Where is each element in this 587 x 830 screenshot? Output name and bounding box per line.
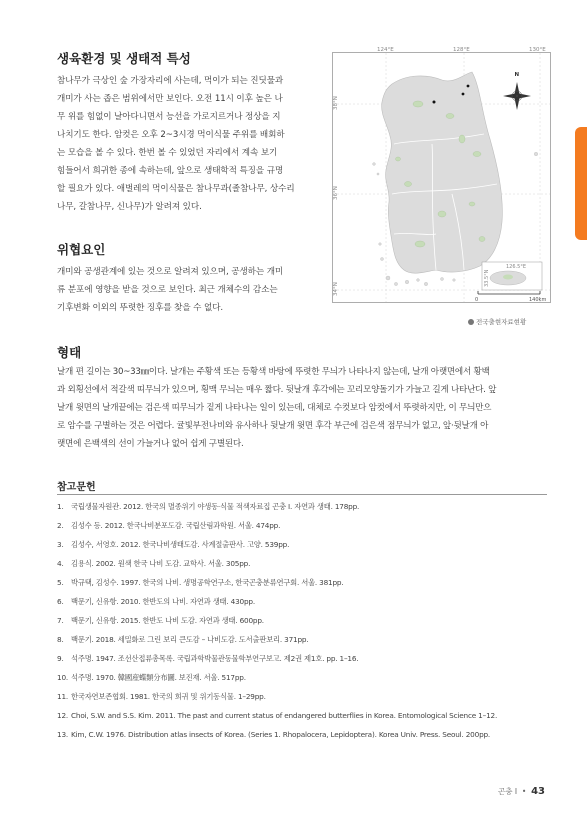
page-number: 43 [531, 786, 545, 797]
morphology-title: 형태 [57, 345, 82, 360]
habitat-line: 참나무가 극상인 숲 가장자리에 사는데, 먹이가 되는 진딧물과 [57, 76, 284, 86]
habitat-line: 무 위를 힘없이 날아다니면서 능선을 가로지르거나 정상을 지 [57, 112, 281, 122]
reference-text: 국립생물자원관. 2012. 한국의 멸종위기 야생동·식물 적색자료집 곤충 I. 자연과 생태. 178pp. [71, 502, 360, 511]
map-caption-text: 전국출현자료현황 [476, 318, 527, 326]
threats-paragraph [57, 263, 313, 317]
threats-title: 위협요인 [57, 242, 106, 257]
reference-number: 13. [57, 730, 69, 739]
reference-item [57, 673, 497, 692]
reference-number: 6. [57, 597, 64, 606]
lat-label: 36°N [333, 186, 339, 200]
reference-item [57, 540, 497, 559]
habitat-paragraph [57, 72, 313, 216]
habitat-line: 개미가 사는 좁은 범위에서만 보인다. 오전 11시 이후 높은 나 [57, 94, 283, 104]
reference-text: 백문기, 신유항. 2010. 한반도의 나비. 자연과 생태. 430pp. [71, 597, 255, 606]
lon-label: 124°E [377, 47, 394, 53]
reference-number: 8. [57, 635, 64, 644]
lon-label: 128°E [453, 47, 470, 53]
reference-text: 박규택, 김성수. 1997. 한국의 나비. 생명공학연구소, 한국곤충분류연구회. 서울. 381pp. [71, 578, 344, 587]
reference-item [57, 559, 497, 578]
references-divider [57, 494, 547, 495]
reference-number: 1. [57, 502, 64, 511]
reference-text: Choi, S.W. and S.S. Kim. 2011. The past and current status of endangered butterflies in Korea. Entomological Science 1–12. [71, 711, 498, 720]
morphology-line: 날개 윗면의 날개끝에는 검은색 띠무늬가 짙게 나타나는 일이 있는데, 대체로 수컷보다 암컷에서 뚜렷하지만, 이 무늬만으 [57, 403, 492, 413]
reference-number: 5. [57, 578, 64, 587]
reference-text: Kim, C.W. 1976. Distribution atlas insects of Korea. (Series 1. Rhopalocera, Lepidoptera). Korea Univ. Press. Seoul. 200pp. [71, 730, 491, 739]
scale-end: 140km [529, 297, 547, 303]
jeju-habitat [503, 275, 513, 280]
reference-item [57, 521, 497, 540]
reference-item [57, 711, 497, 730]
legend-dot-icon [468, 319, 474, 325]
reference-text: 석주명. 1947. 조선산접류총목록. 국립과학박물관동물학부연구보고. 제2권 제1호. pp. 1–16. [71, 654, 359, 663]
scale-start: 0 [475, 297, 479, 303]
north-label: N [514, 72, 520, 78]
occurrence-point [467, 85, 470, 88]
reference-text: 백문기, 신유항. 2015. 한반도 나비 도감. 자연과 생태. 600pp. [71, 616, 264, 625]
reference-number: 11. [57, 692, 69, 701]
morphology-line: 날개 편 길이는 30~33㎜이다. 날개는 주황색 또는 등황색 바탕에 뚜렷한 무늬가 나타나지 않는데, 날개 아랫면에서 황백 [57, 367, 490, 377]
reference-item [57, 597, 497, 616]
map-caption [468, 317, 526, 326]
reference-item [57, 654, 497, 673]
reference-item [57, 692, 497, 711]
threats-line: 개미와 공생관계에 있는 것으로 알려져 있으며, 공생하는 개미 [57, 267, 284, 277]
page-footer [498, 786, 545, 797]
habitat-line: 힘들어서 희귀한 종에 속하는데, 앞으로 생태학적 특징을 규명 [57, 166, 284, 176]
habitat-line: 나무, 갈참나무, 신나무)가 알려져 있다. [57, 202, 202, 212]
lon-label: 130°E [529, 47, 546, 53]
reference-item [57, 730, 497, 749]
footer-separator: • [519, 787, 529, 796]
reference-number: 12. [57, 711, 69, 720]
references-title: 참고문헌 [57, 482, 96, 493]
reference-number: 3. [57, 540, 64, 549]
lat-label: 38°N [333, 96, 339, 110]
habitat-line: 할 필요가 있다. 애벌레의 먹이식물은 참나무과(졸참나무, 상수리 [57, 184, 295, 194]
morphology-line: 로 암수를 구별하는 것은 어렵다. 귤빛부전나비와 유사하나 뒷날개 윗면 후각 부근에 검은색 점무늬가 없고, 앞·뒷날개 아 [57, 421, 489, 431]
threats-line: 류 분포에 영향을 받을 것으로 보인다. 최근 개체수의 감소는 [57, 285, 278, 295]
reference-number: 10. [57, 673, 69, 682]
reference-number: 4. [57, 559, 64, 568]
reference-item [57, 502, 497, 521]
habitat-title: 생육환경 및 생태적 특성 [57, 51, 191, 66]
inset-lon-label: 126.5°E [506, 264, 526, 270]
occurrence-point [433, 101, 436, 104]
reference-text: 백문기. 2018. 세밀화로 그린 보리 큰도감 – 나비도감. 도서출판보리. 371pp. [71, 635, 309, 644]
inset-lat-label: 33.5°N [484, 269, 490, 287]
habitat-line: 나치기도 한다. 암컷은 오후 2~3시경 먹이식물 주위를 배회하 [57, 130, 285, 140]
reference-item [57, 616, 497, 635]
reference-text: 한국자연보존협회. 1981. 한국의 희귀 및 위기동식물. 1–29pp. [71, 692, 266, 701]
occurrence-point [462, 93, 465, 96]
reference-number: 9. [57, 654, 64, 663]
reference-number: 7. [57, 616, 64, 625]
morphology-line: 랫면에 은백색의 선이 가늘거나 없어 쉽게 구별된다. [57, 439, 244, 449]
reference-text: 김성수 등. 2012. 한국나비분포도감. 국립산림과학원. 서울. 474pp. [71, 521, 281, 530]
reference-text: 김성수, 서영호. 2012. 한국나비생태도감. 사계절출판사. 고양. 539pp. [71, 540, 290, 549]
footer-section: 곤충 I [498, 787, 518, 796]
morphology-paragraph [57, 363, 557, 453]
reference-text: 김용식. 2002. 원색 한국 나비 도감. 교학사. 서울. 305pp. [71, 559, 251, 568]
reference-text: 석주명. 1970. 韓國産蝶類分布圖. 보진재. 서울. 517pp. [71, 673, 246, 682]
reference-item [57, 635, 497, 654]
chapter-tab [575, 127, 587, 240]
threats-line: 기후변화 이외의 뚜렷한 징후를 찾을 수 없다. [57, 303, 224, 313]
lat-label: 34°N [333, 282, 339, 296]
reference-number: 2. [57, 521, 64, 530]
references-list [57, 502, 497, 749]
reference-item [57, 578, 497, 597]
morphology-line: 과 외횡선에서 적갈색 띠무늬가 있으며, 횡맥 무늬는 매우 짧다. 뒷날개 후각에는 꼬리모양돌기가 가늘고 길게 나타난다. 앞 [57, 385, 497, 395]
habitat-line: 는 모습을 볼 수 있다. 한번 볼 수 있었던 자리에서 계속 보기 [57, 148, 278, 158]
distribution-map [332, 44, 551, 312]
